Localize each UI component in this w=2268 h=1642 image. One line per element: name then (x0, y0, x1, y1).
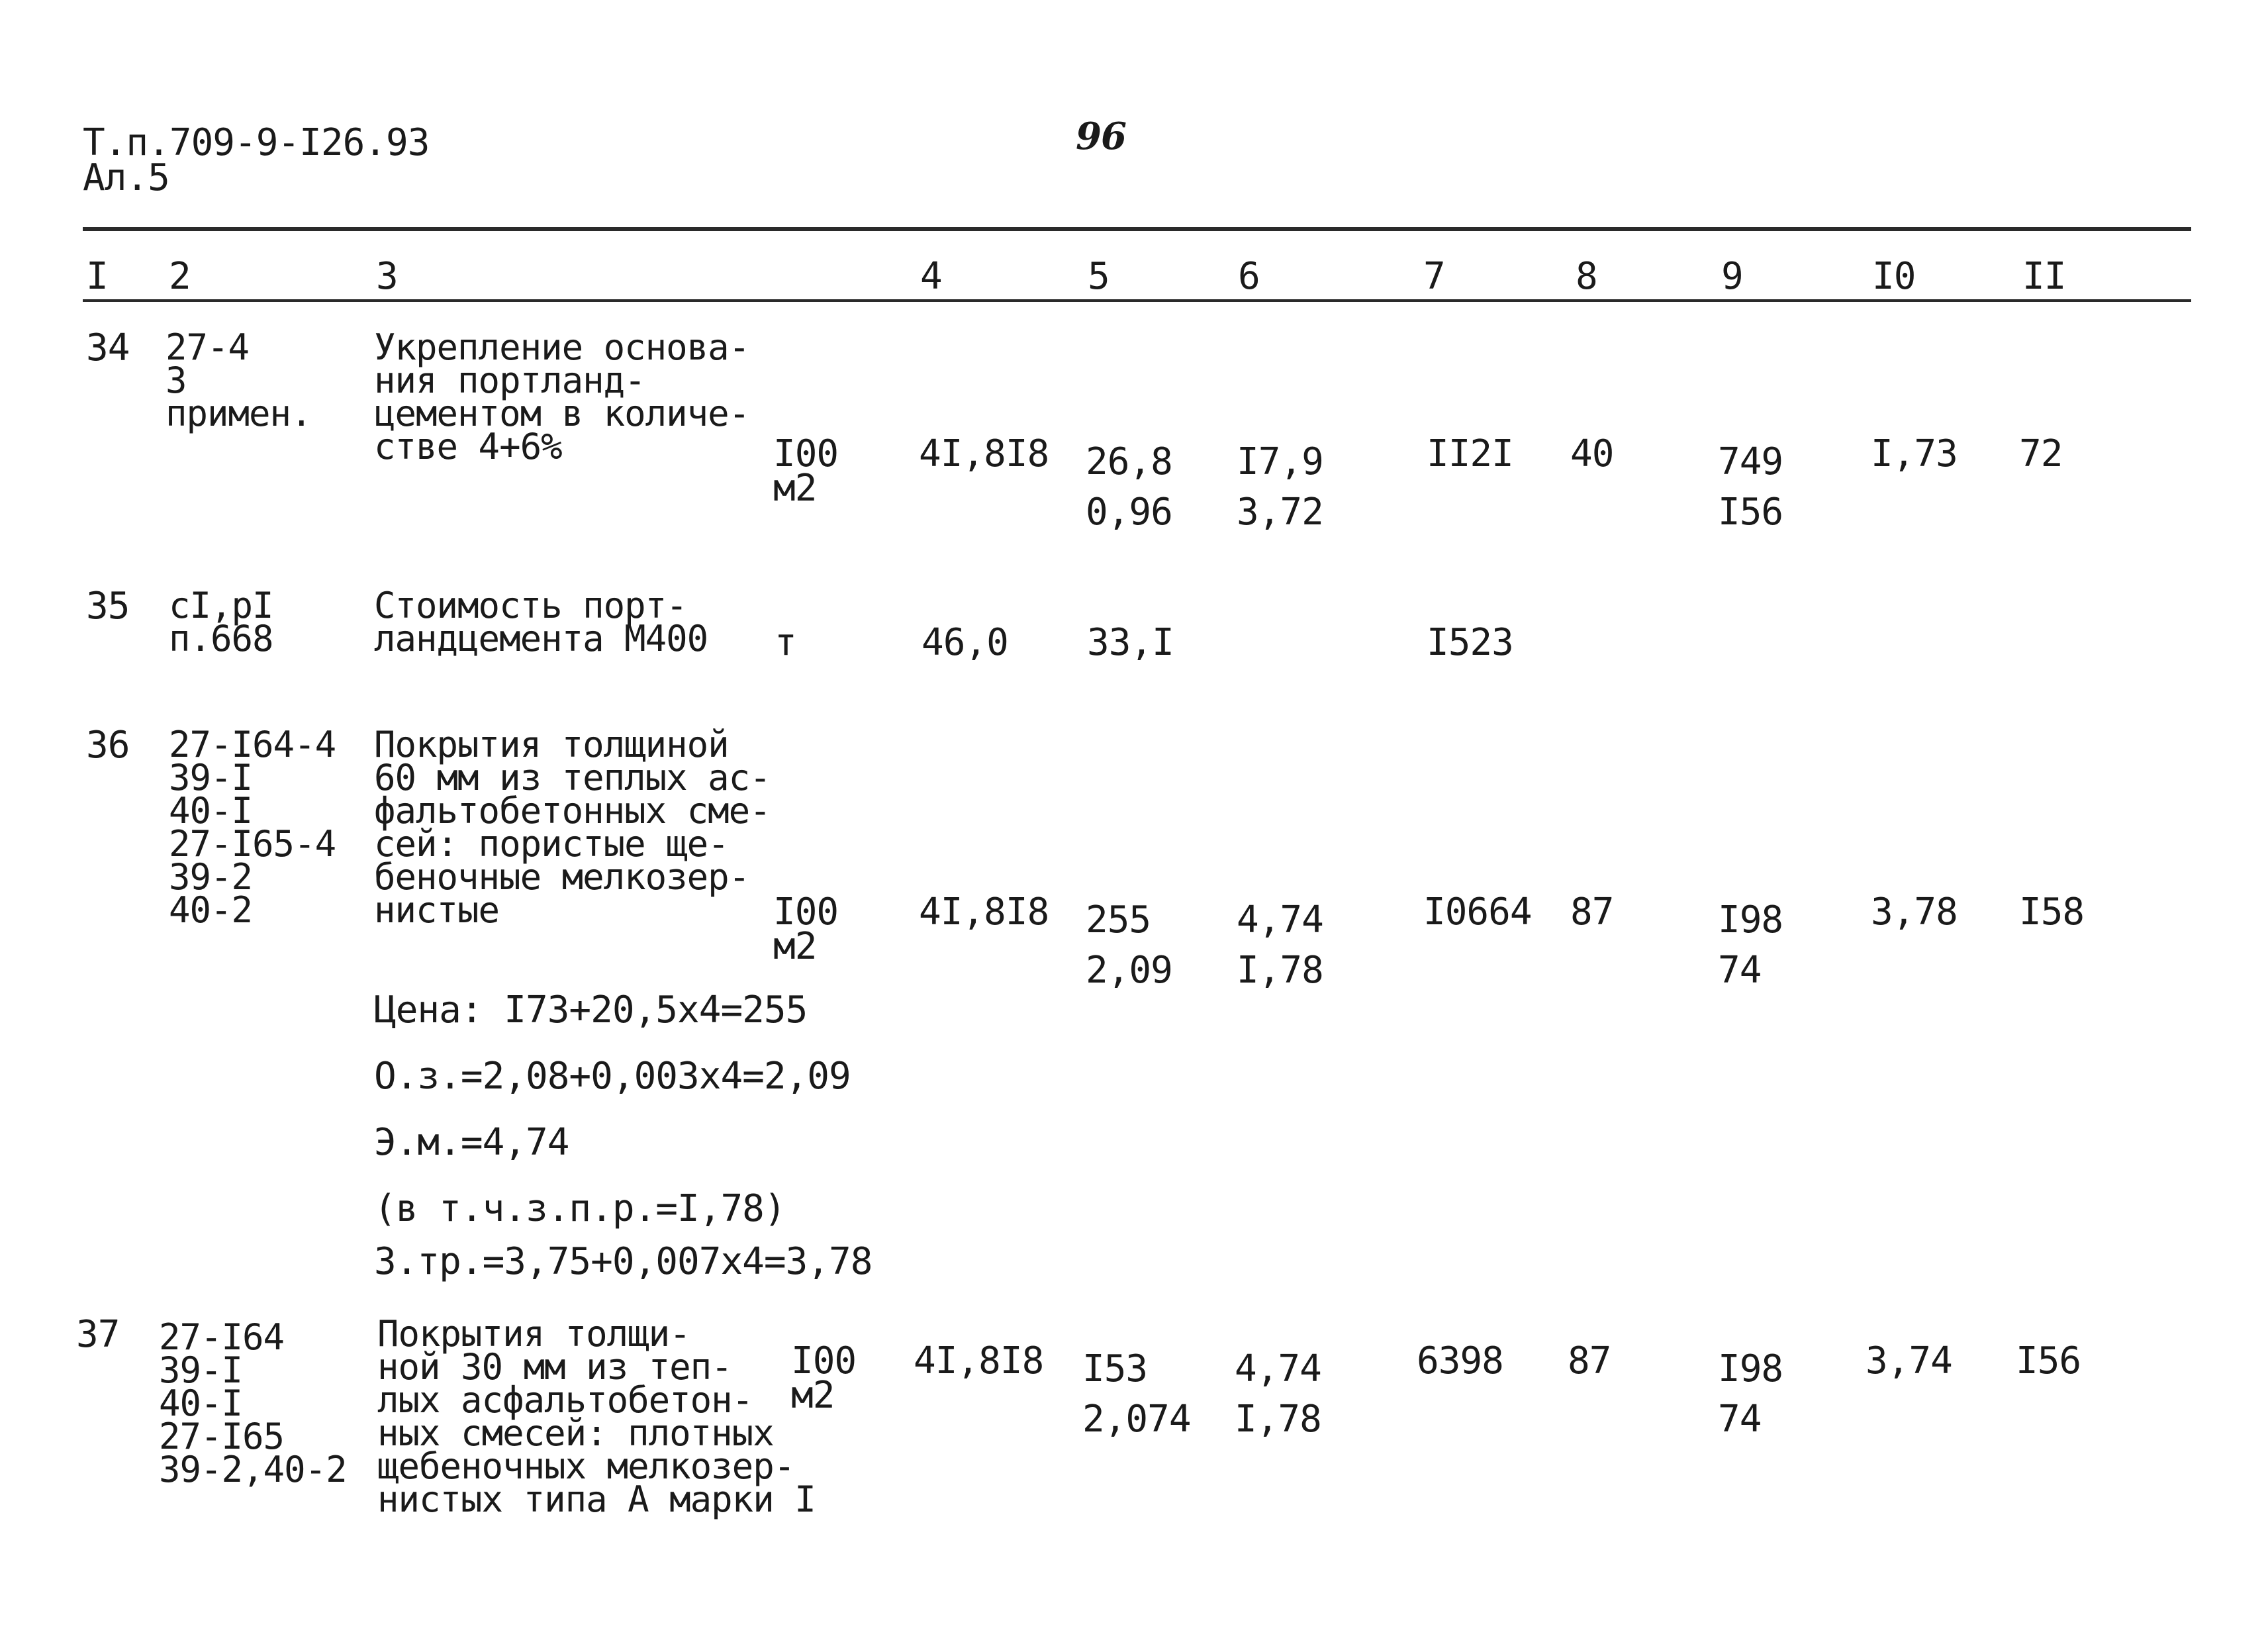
column-header-3: 3 (376, 255, 398, 298)
column-header-6: 6 (1238, 255, 1260, 298)
row-unit: т (775, 621, 796, 664)
row-col6: 4,74 I,78 (1237, 898, 1323, 992)
row-col5: 33,I (1087, 621, 1174, 664)
row-col9: I98 74 (1718, 1347, 1783, 1441)
row-col7: II2I (1427, 432, 1513, 475)
row-quantity: 4I,8I8 (919, 891, 1049, 934)
column-header-4: 4 (920, 255, 942, 298)
row-col9: I98 74 (1718, 898, 1783, 992)
row-col10: 3,78 (1871, 891, 1958, 934)
row-number: 34 (86, 326, 130, 369)
row-code: 27-I64-4 39-I 40-I 27-I65-4 39-2 40-2 (169, 724, 336, 931)
row-unit: I00 м2 (773, 432, 839, 510)
column-header-11: II (2022, 255, 2066, 298)
column-header-8: 8 (1576, 255, 1597, 298)
row-col5: 255 2,09 (1086, 898, 1172, 992)
row-code: 27-I64 39-I 40-I 27-I65 39-2,40-2 (159, 1316, 347, 1490)
row-description: Укрепление основа- ния портланд- цементом в количе- стве 4+6% (374, 326, 750, 467)
row-col6: 4,74 I,78 (1235, 1347, 1321, 1441)
calc-note: (в т.ч.з.п.р.=I,78) (374, 1187, 786, 1230)
document-code: Т.п.709-9-I26.93 (83, 121, 430, 164)
row-description: Покрытия толщиной 60 мм из теплых ас- фальтобетонных сме- сей: пористые ще- беночные мелкозер- нистые (374, 724, 771, 931)
row-number: 37 (76, 1313, 120, 1356)
column-header-7: 7 (1423, 255, 1445, 298)
row-description: Покрытия толщи- ной 30 мм из теп- лых асфальтобетон- ных смесей: плотных щебеночных мелкозер- нистых типа А марки I (377, 1313, 816, 1520)
row-quantity: 4I,8I8 (919, 432, 1049, 475)
column-header-5: 5 (1088, 255, 1110, 298)
row-col8: 87 (1568, 1339, 1611, 1382)
row-col5: 26,8 0,96 (1086, 440, 1172, 534)
column-header-10: I0 (1872, 255, 1916, 298)
row-unit: I00 м2 (773, 891, 839, 968)
row-col11: 72 (2019, 432, 2063, 475)
row-code: 27-4 3 примен. (165, 326, 312, 434)
row-number: 36 (86, 724, 130, 767)
row-unit: I00 м2 (791, 1339, 857, 1417)
calc-note: Цена: I73+20,5х4=255 (374, 989, 808, 1032)
row-col7: 6398 (1417, 1339, 1503, 1382)
row-col9: 749 I56 (1718, 440, 1783, 534)
column-header-2: 2 (169, 255, 191, 298)
row-col11: I56 (2016, 1339, 2081, 1382)
page-number: 96 (1076, 115, 1126, 158)
row-col10: 3,74 (1866, 1339, 1952, 1382)
calc-note: З.тр.=3,75+0,007х4=3,78 (374, 1240, 873, 1283)
row-col5: I53 2,074 (1082, 1347, 1191, 1441)
row-col6: I7,9 3,72 (1237, 440, 1323, 534)
row-col8: 87 (1570, 891, 1614, 934)
row-col7: I0664 (1423, 891, 1532, 934)
row-number: 35 (86, 585, 130, 628)
row-code: cI,pI п.668 (169, 585, 273, 659)
row-col8: 40 (1570, 432, 1614, 475)
column-header-1: I (86, 255, 108, 298)
calc-note: О.з.=2,08+0,003х4=2,09 (374, 1055, 851, 1098)
row-col7: I523 (1427, 621, 1513, 664)
row-quantity: 46,0 (921, 621, 1008, 664)
calc-note: Э.м.=4,74 (374, 1121, 569, 1164)
row-col11: I58 (2019, 891, 2085, 934)
header-bottom-rule (83, 299, 2191, 302)
table-top-rule (83, 227, 2191, 231)
sheet-label: Ал.5 (83, 156, 169, 199)
row-description: Стоимость порт- ландцемента М400 (374, 585, 708, 659)
row-col10: I,73 (1871, 432, 1958, 475)
column-header-9: 9 (1721, 255, 1743, 298)
row-quantity: 4I,8I8 (914, 1339, 1044, 1382)
